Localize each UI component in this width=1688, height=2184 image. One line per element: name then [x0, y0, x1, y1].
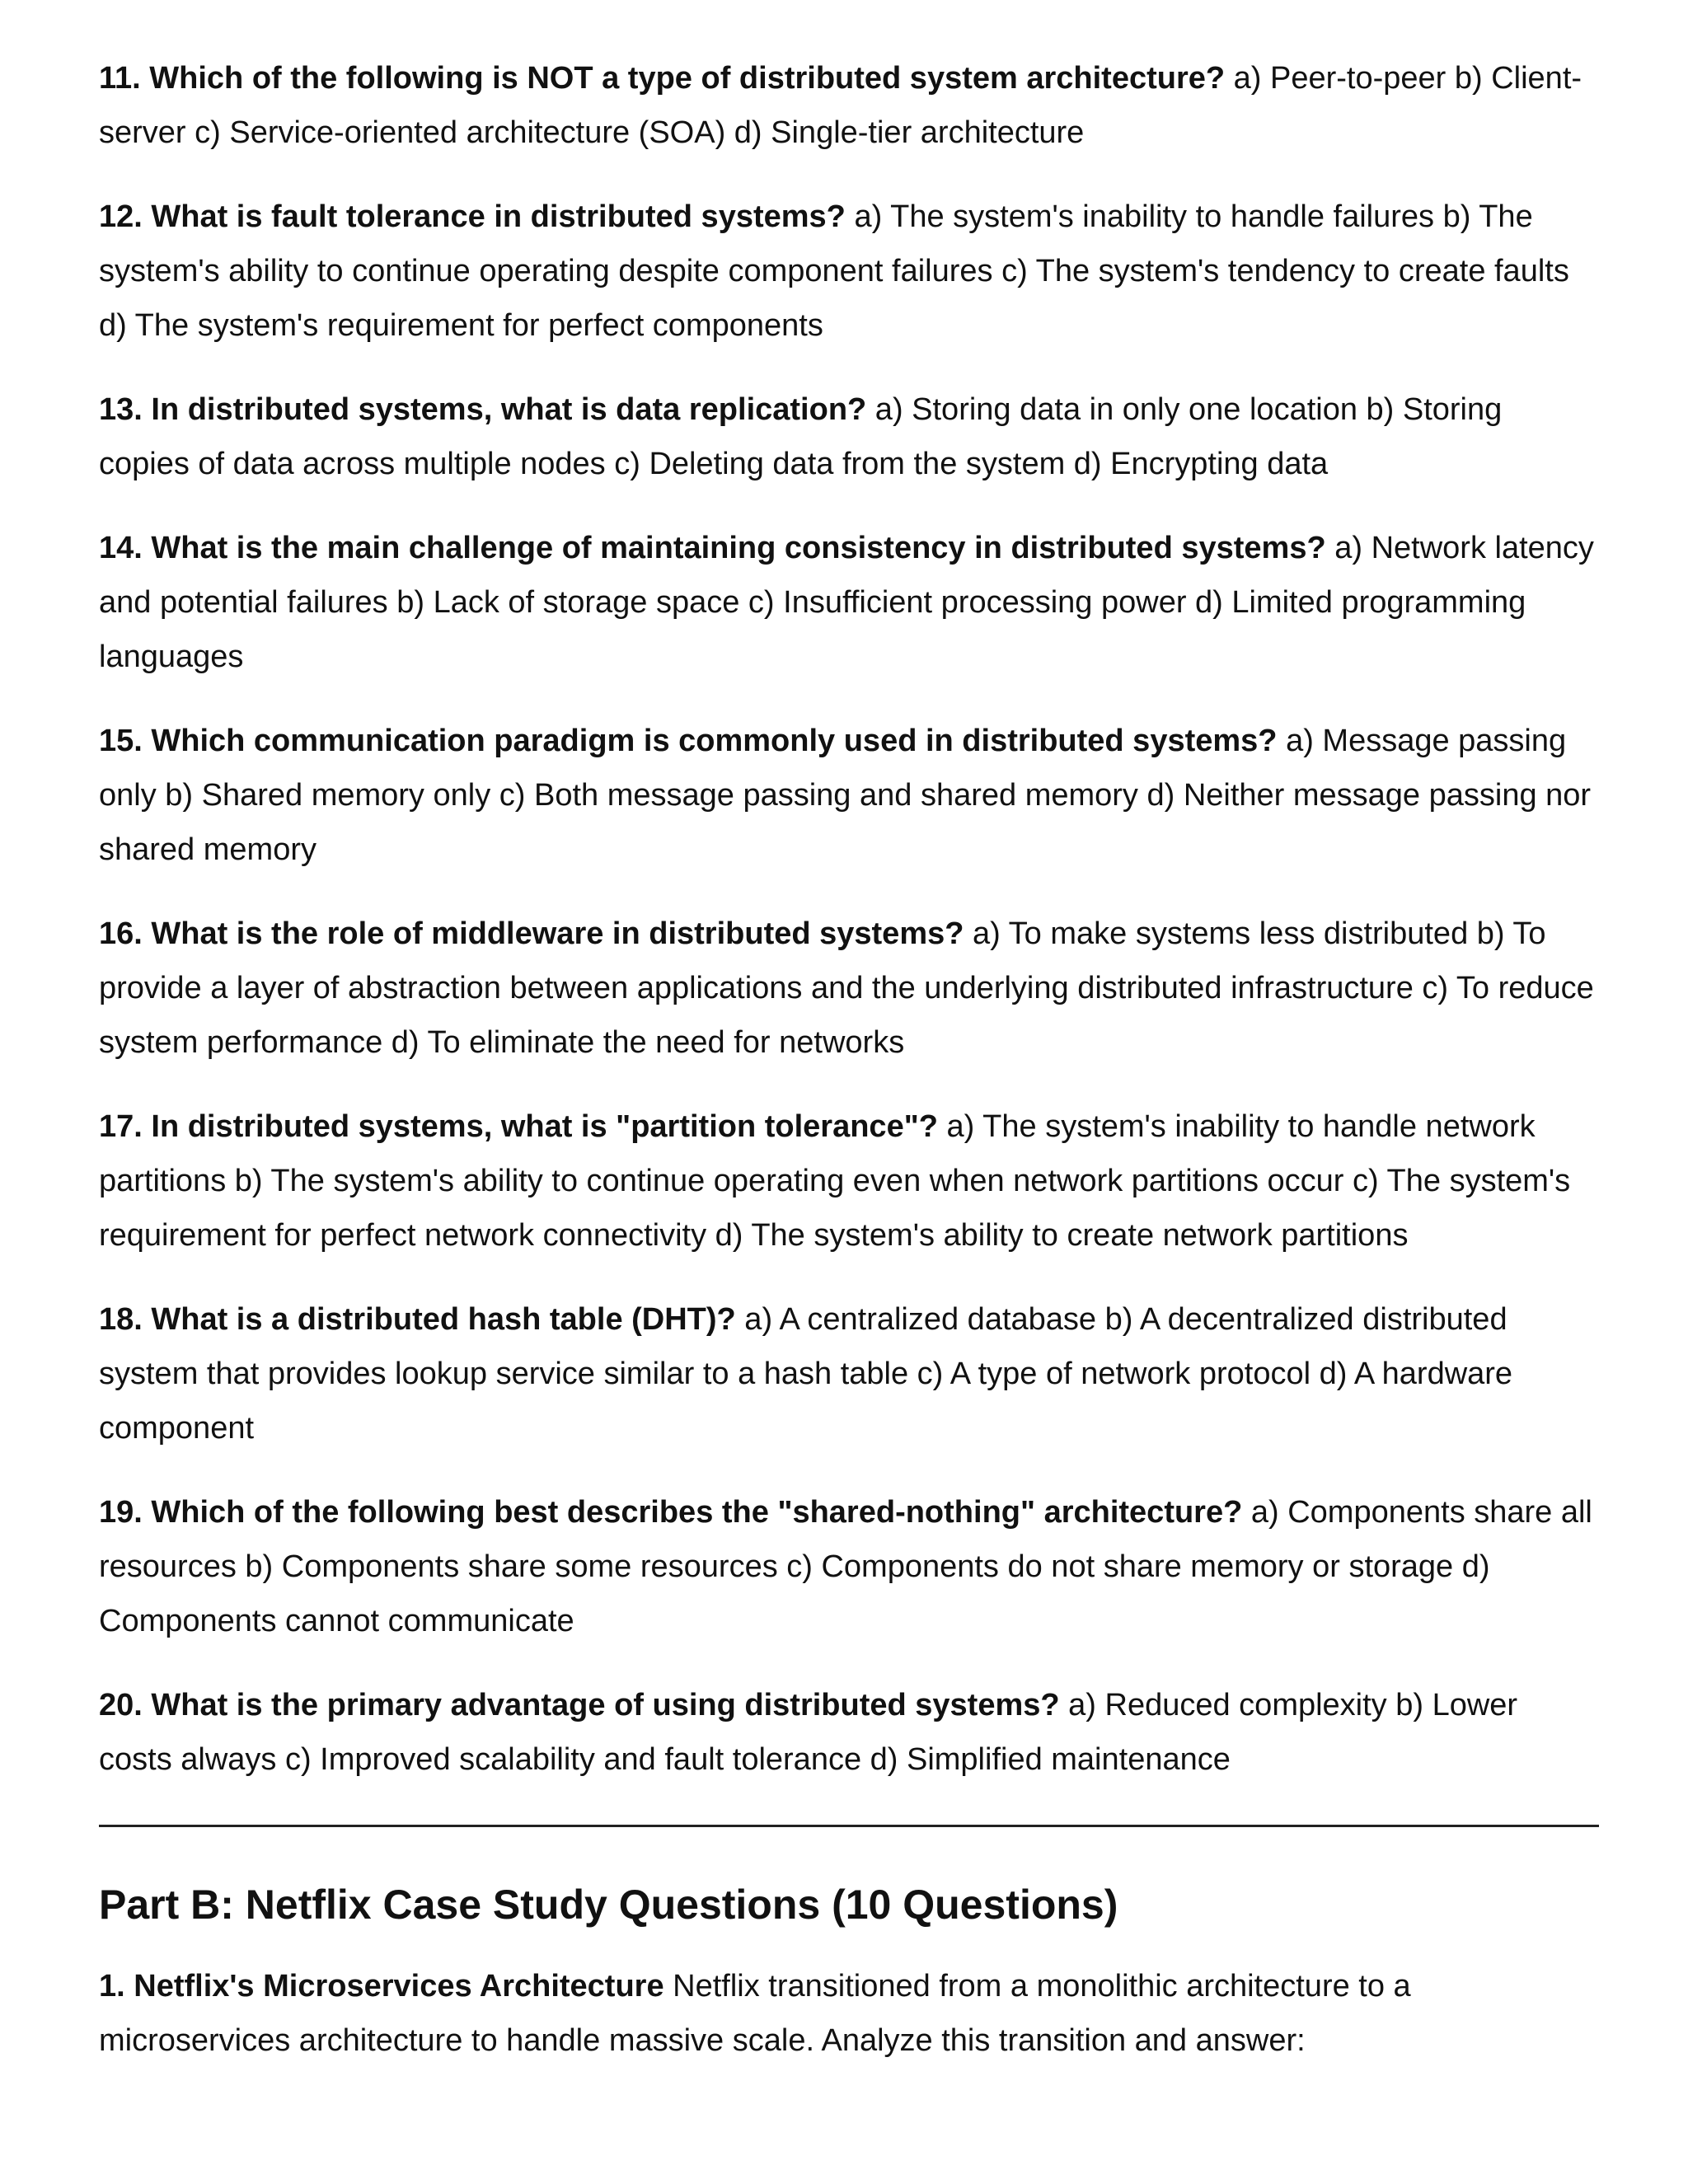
answer-options: a) To make systems less distributed b) To provide a layer of abstraction between applications and the underlying distributed infrastructure c) To reduce system performance d) To eliminate the need for networks: [99, 916, 1594, 1060]
question-text: 18. What is a distributed hash table (DHT)?: [99, 1302, 736, 1337]
case-study-title: 1. Netflix's Microservices Architecture: [99, 1969, 664, 2004]
answer-options: a) Message passing only b) Shared memory only c) Both message passing and shared memory d) Neither message passing nor shared memory: [99, 724, 1592, 867]
question-13: [99, 382, 1599, 491]
question-text: 20. What is the primary advantage of using distributed systems?: [99, 1688, 1060, 1722]
answer-options: a) The system's inability to handle network partitions b) The system's ability to continue operating even when network partitions occur c) The system's requirement for perfect network connectivity d) The system's ability to create network partitions: [99, 1109, 1571, 1253]
question-17: [99, 1099, 1599, 1263]
question-text: 16. What is the role of middleware in distributed systems?: [99, 916, 964, 951]
question-text: 13. In distributed systems, what is data replication?: [99, 392, 867, 427]
question-20: [99, 1678, 1599, 1787]
case-study-description: Netflix transitioned from a monolithic architecture to a microservices architecture to handle massive scale. Analyze this transition and answer:: [99, 1969, 1411, 2058]
section-divider: [99, 1825, 1599, 1827]
question-11: [99, 51, 1599, 160]
question-text: 15. Which communication paradigm is commonly used in distributed systems?: [99, 724, 1278, 758]
question-text: 19. Which of the following best describes the "shared-nothing" architecture?: [99, 1495, 1243, 1530]
question-text: 11. Which of the following is NOT a type of distributed system architecture?: [99, 61, 1226, 96]
case-study-item-1: [99, 1959, 1599, 2068]
question-text: 12. What is fault tolerance in distributed systems?: [99, 199, 846, 234]
question-19: [99, 1485, 1599, 1648]
answer-options: a) A centralized database b) A decentralized distributed system that provides lookup service similar to a hash table c) A type of network protocol d) A hardware component: [99, 1302, 1513, 1446]
question-16: [99, 907, 1599, 1070]
answer-options: a) Reduced complexity b) Lower costs always c) Improved scalability and fault tolerance d) Simplified maintenance: [99, 1688, 1518, 1777]
answer-options: a) Peer-to-peer b) Client-server c) Service-oriented architecture (SOA) d) Single-tier architecture: [99, 61, 1582, 150]
part-b-heading: Part B: Netflix Case Study Questions (10 Questions): [99, 1882, 1118, 1928]
question-text: 14. What is the main challenge of maintaining consistency in distributed systems?: [99, 531, 1326, 565]
answer-options: a) Network latency and potential failures b) Lack of storage space c) Insufficient processing power d) Limited programming languages: [99, 531, 1594, 674]
answer-options: a) Components share all resources b) Components share some resources c) Components do not share memory or storage d) Components cannot communicate: [99, 1495, 1592, 1638]
question-text: 17. In distributed systems, what is "partition tolerance"?: [99, 1109, 938, 1144]
question-14: [99, 521, 1599, 684]
document-page: [99, 51, 1599, 2097]
question-15: [99, 714, 1599, 877]
question-18: [99, 1292, 1599, 1455]
answer-options: a) The system's inability to handle failures b) The system's ability to continue operating despite component failures c) The system's tendency to create faults d) The system's requirement for perfect components: [99, 199, 1569, 343]
question-12: [99, 190, 1599, 353]
answer-options: a) Storing data in only one location b) Storing copies of data across multiple nodes c) Deleting data from the system d) Encrypting data: [99, 392, 1503, 481]
